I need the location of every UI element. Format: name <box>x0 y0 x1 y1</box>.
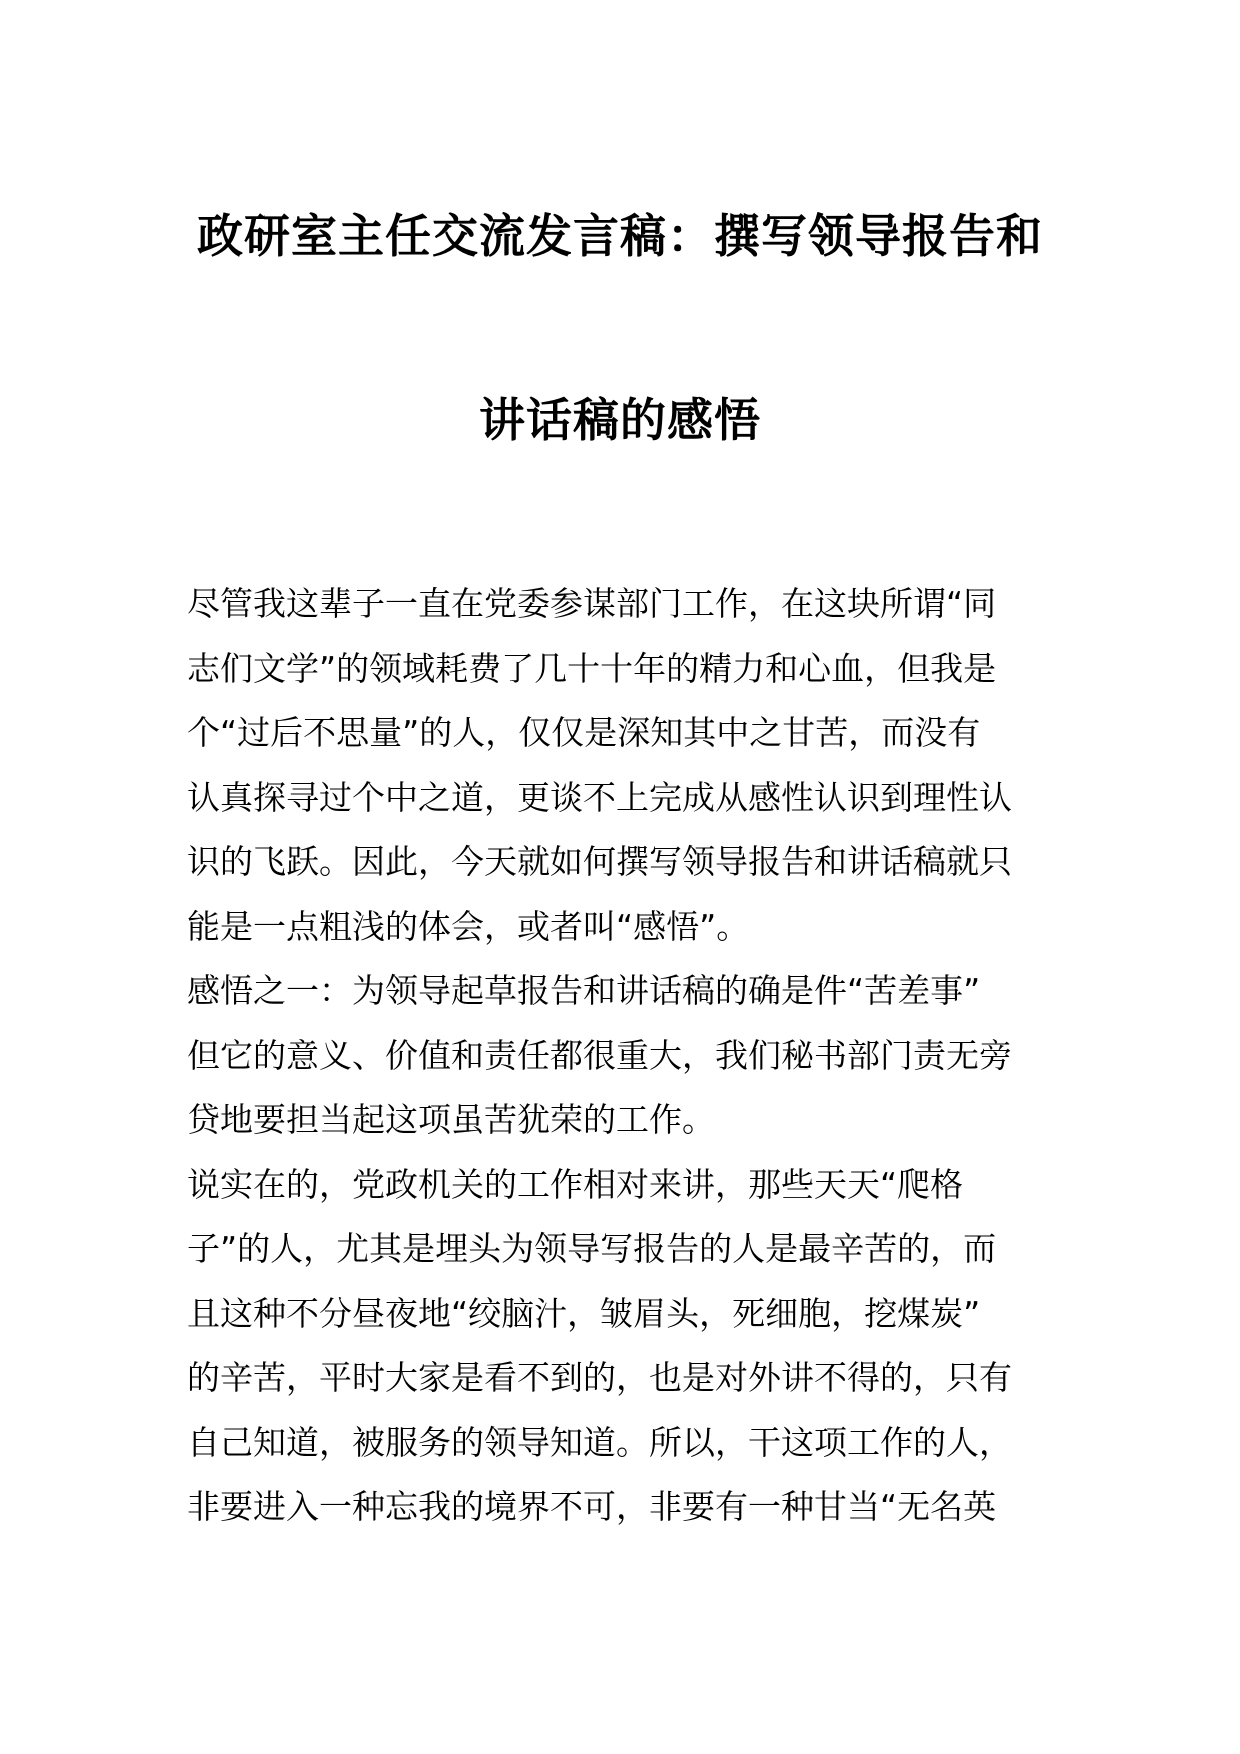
body-line: 尽管我这辈子一直在党委参谋部门工作，在这块所谓“同 <box>187 584 997 623</box>
body-line: 且这种不分昼夜地“绞脑汁，皱眉头，死细胞，挖煤炭” <box>187 1293 981 1333</box>
body-line: 认真探寻过个中之道，更谈不上完成从感性认识到理性认 <box>187 777 1012 817</box>
body-line: 子”的人，尤其是埋头为领导写报告的人是最辛苦的，而 <box>187 1229 997 1268</box>
body-line: 识的飞跃。因此，今天就如何撰写领导报告和讲话稿就只 <box>187 842 1012 881</box>
body-line: 能是一点粗浅的体会，或者叫“感悟”。 <box>187 906 750 946</box>
body-line: 的辛苦，平时大家是看不到的，也是对外讲不得的，只有 <box>187 1358 1012 1397</box>
body-line: 志们文学”的领域耗费了几十十年的精力和心血，但我是 <box>187 648 997 688</box>
body-line: 贷地要担当起这项虽苦犹荣的工作。 <box>187 1100 715 1139</box>
body-line: 自己知道，被服务的领导知道。所以，干这项工作的人， <box>187 1422 1012 1462</box>
body-line: 感悟之一：为领导起草报告和讲话稿的确是件“苦差事” <box>187 971 981 1010</box>
body-line: 个“过后不思量”的人，仅仅是深知其中之甘苦，而没有 <box>187 713 981 752</box>
document-title-line-1: 政研室主任交流发言稿：撰写领导报告和 <box>197 209 1043 263</box>
body-line: 但它的意义、价值和责任都很重大，我们秘书部门责无旁 <box>187 1035 1012 1075</box>
document-title-line-2: 讲话稿的感悟 <box>479 393 761 447</box>
body-line: 说实在的，党政机关的工作相对来讲，那些天天“爬格 <box>187 1164 964 1204</box>
document-body <box>187 572 1053 1540</box>
body-line: 非要进入一种忘我的境界不可，非要有一种甘当“无名英 <box>187 1487 997 1526</box>
